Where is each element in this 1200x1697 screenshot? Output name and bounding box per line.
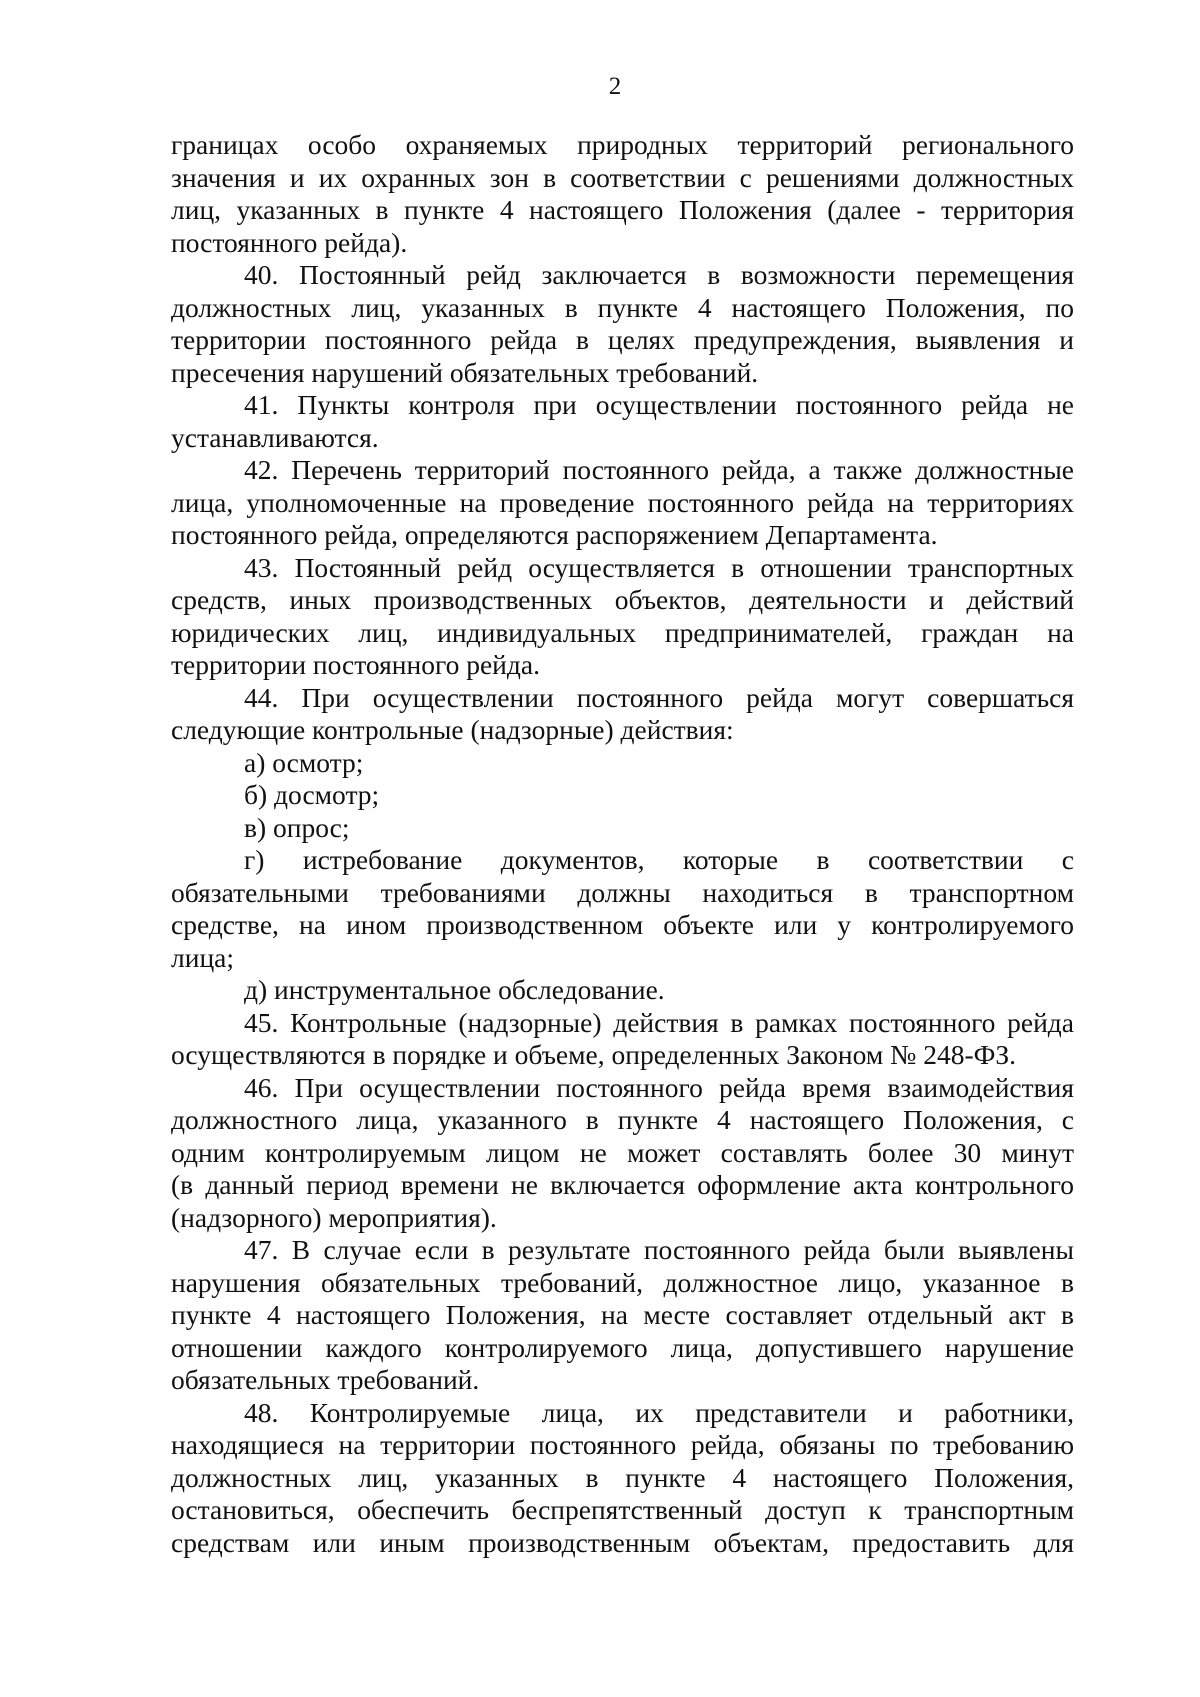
text-line: б) досмотр;	[244, 779, 380, 810]
text-line: 40. Постоянный рейд заключается в возможности перемещения	[244, 259, 1074, 290]
text-line: должностного лица, указанного в пункте 4 настоящего Положения, с	[171, 1104, 1074, 1135]
text-line: средстве, на ином производственном объекте или у контролируемого	[171, 909, 1074, 940]
text-line: а) осмотр;	[244, 746, 364, 778]
text-line: отношении каждого контролируемого лица, допустившего нарушение	[171, 1331, 1074, 1363]
text-line: средствам или иным производственным объектам, предоставить для	[171, 1526, 1074, 1558]
text-line: пресечения нарушений обязательных требований.	[171, 356, 759, 388]
text-line: 44. При осуществлении постоянного рейда могут совершаться	[244, 681, 1074, 713]
text-line: 48. Контролируемые лица, их представители и работники,	[244, 1396, 1074, 1428]
text-line: 42. Перечень территорий постоянного рейда, а также должностные	[244, 454, 1074, 485]
text-line: значения и их охранных зон в соответствии с решениями должностных	[171, 161, 1074, 193]
text-line: устанавливаются.	[171, 421, 379, 453]
text-line: следующие контрольные (надзорные) действия:	[171, 714, 734, 745]
text-line: г) истребование документов, которые в соответствии с	[244, 844, 1074, 875]
text-line: остановиться, обеспечить беспрепятственный доступ к транспортным	[171, 1494, 1074, 1525]
text-line: в) опрос;	[244, 811, 350, 843]
text-line: лица;	[171, 941, 235, 973]
text-line: одним контролируемым лицом не может составлять более 30 минут	[171, 1136, 1074, 1168]
text-line: территории постоянного рейда в целях предупреждения, выявления и	[171, 324, 1074, 355]
text-line: осуществляются в порядке и объеме, определенных Законом № 248-ФЗ.	[171, 1039, 1017, 1070]
text-line: (надзорного) мероприятия).	[171, 1201, 497, 1233]
text-line: должностных лиц, указанных в пункте 4 настоящего Положения, по	[171, 291, 1074, 323]
text-line: пункте 4 настоящего Положения, на месте составляет отдельный акт в	[171, 1299, 1074, 1330]
page-number: 2	[608, 73, 622, 100]
text-line: границах особо охраняемых природных территорий регионального	[171, 129, 1074, 160]
text-line: 46. При осуществлении постоянного рейда время взаимодействия	[244, 1071, 1074, 1103]
document-body	[171, 129, 1074, 1559]
text-line: лица, уполномоченные на проведение постоянного рейда на территориях	[171, 486, 1074, 518]
text-line: находящиеся на территории постоянного рейда, обязаны по требованию	[171, 1429, 1074, 1460]
text-line: нарушения обязательных требований, должностное лицо, указанное в	[171, 1266, 1074, 1298]
text-line: (в данный период времени не включается оформление акта контрольного	[171, 1169, 1074, 1200]
text-line: постоянного рейда).	[171, 226, 408, 258]
text-line: 45. Контрольные (надзорные) действия в рамках постоянного рейда	[244, 1006, 1074, 1038]
text-line: 47. В случае если в результате постоянного рейда были выявлены	[244, 1234, 1074, 1265]
text-line: постоянного рейда, определяются распоряжением Департамента.	[171, 519, 938, 550]
text-line: должностных лиц, указанных в пункте 4 настоящего Положения,	[171, 1461, 1074, 1493]
text-line: 41. Пункты контроля при осуществлении постоянного рейда не	[244, 389, 1074, 420]
text-line: юридических лиц, индивидуальных предпринимателей, граждан на	[171, 616, 1074, 648]
text-line: д) инструментальное обследование.	[244, 974, 665, 1005]
text-line: лиц, указанных в пункте 4 настоящего Положения (далее - территория	[171, 194, 1074, 225]
text-line: 43. Постоянный рейд осуществляется в отношении транспортных	[244, 551, 1074, 583]
text-line: обязательными требованиями должны находиться в транспортном	[171, 876, 1074, 908]
text-line: обязательных требований.	[171, 1364, 480, 1395]
text-line: территории постоянного рейда.	[171, 649, 540, 680]
text-line: средств, иных производственных объектов, деятельности и действий	[171, 584, 1074, 615]
